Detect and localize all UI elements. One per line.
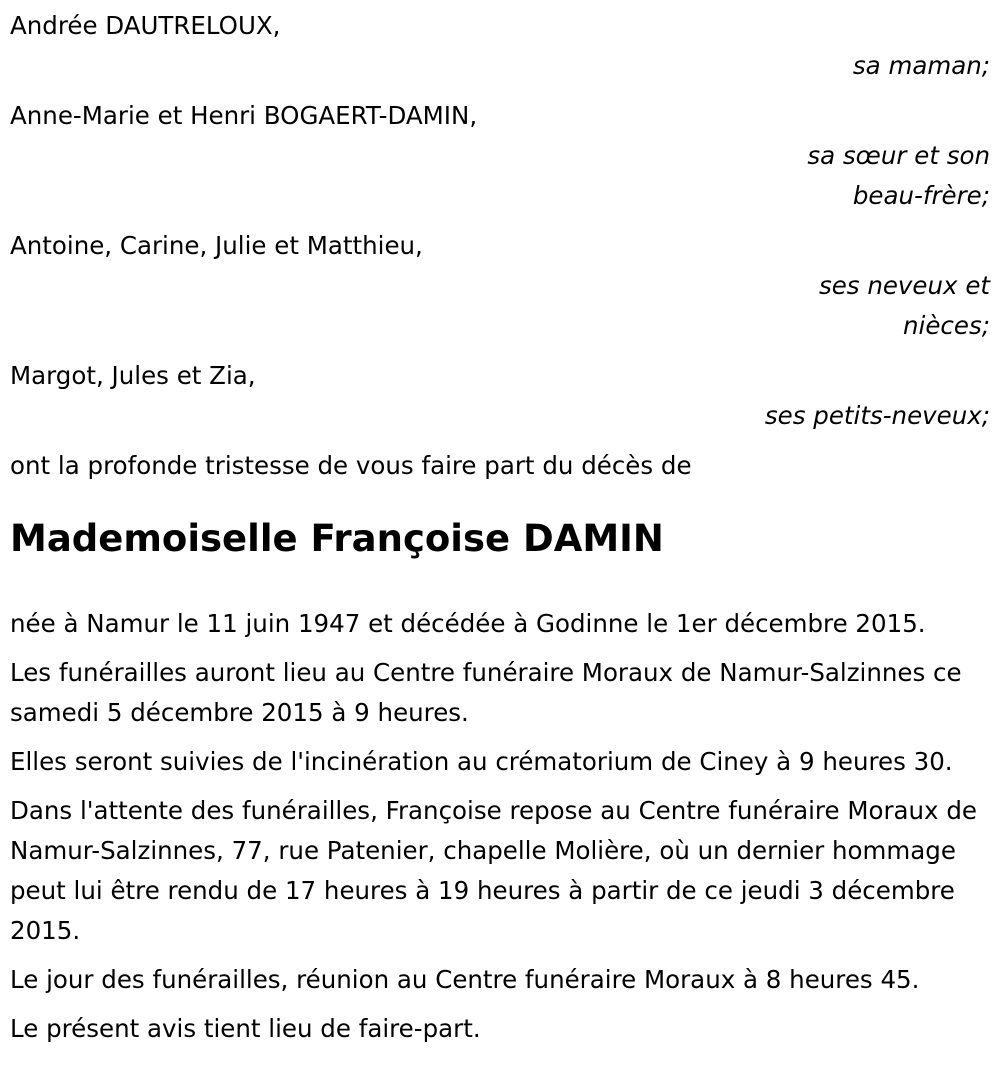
family-member-group (10, 96, 990, 216)
announcement-intro: ont la profonde tristesse de vous faire part du décès de (10, 451, 692, 480)
family-member-role-line: ses neveux et (818, 271, 990, 300)
gathering-details: Le jour des funérailles, réunion au Centre funéraire Moraux à 8 heures 45. (10, 965, 920, 994)
family-member-name: Anne-Marie et Henri BOGAERT-DAMIN, (10, 101, 478, 130)
family-member-role-line: beau-frère; (852, 181, 990, 210)
family-member-role-line: sa sœur et son (807, 141, 990, 170)
family-member-role (10, 266, 990, 346)
family-member-role-line: ses petits-neveux; (764, 401, 990, 430)
notice-closing: Le présent avis tient lieu de faire-part. (10, 1014, 481, 1043)
family-member-role (10, 396, 990, 436)
deceased-name: Mademoiselle Françoise DAMIN (10, 517, 664, 560)
funeral-details: Les funérailles auront lieu au Centre funéraire Moraux de Namur-Salzinnes ce samedi 5 décembre 2015 à 9 heures. (10, 658, 962, 727)
viewing-details: Dans l'attente des funérailles, Françoise repose au Centre funéraire Moraux de Namur-Salzinnes, 77, rue Patenier, chapelle Molière, où un dernier hommage peut lui être rendu de 17 heures à 19 heures à partir de ce jeudi 3 décembre 2015. (10, 796, 977, 945)
family-member-group (10, 6, 990, 86)
cremation-details: Elles seront suivies de l'incinération au crématorium de Ciney à 9 heures 30. (10, 747, 953, 776)
family-member-role-line: sa maman; (852, 51, 990, 80)
family-member-name: Antoine, Carine, Julie et Matthieu, (10, 231, 423, 260)
family-member-name: Margot, Jules et Zia, (10, 361, 256, 390)
family-member-role-line: nièces; (903, 311, 990, 340)
birth-death-dates: née à Namur le 11 juin 1947 et décédée à Godinne le 1er décembre 2015. (10, 609, 926, 638)
family-member-role (10, 136, 990, 216)
family-member-role (10, 46, 990, 86)
family-member-name: Andrée DAUTRELOUX, (10, 11, 281, 40)
family-member-group (10, 226, 990, 346)
family-member-group (10, 356, 990, 436)
